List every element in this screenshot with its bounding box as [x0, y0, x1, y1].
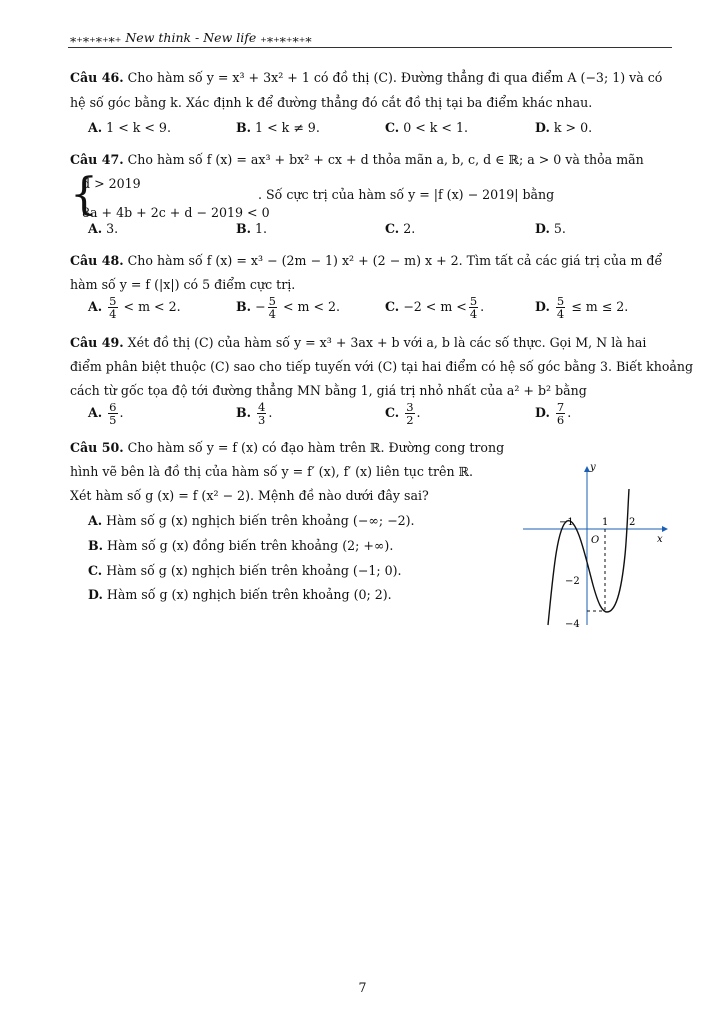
q47-option-d: D. 5.: [535, 221, 566, 236]
q50-text1: Cho hàm số y = f (x) có đạo hàm trên ℝ. Đường cong trong: [127, 440, 505, 455]
header-rule: [68, 47, 672, 48]
q49-option-b: B. $\frac{4}{3}$ .: [236, 400, 273, 427]
x-tick-2: 2: [629, 517, 636, 528]
q49-option-c: C. $\frac{3}{2}$ .: [385, 400, 421, 427]
q48-option-b: B. − $\frac{5}{4}$ < m < 2.: [236, 294, 341, 321]
y-tick-neg4: −4: [565, 619, 580, 630]
q46-option-a: A. 1 < k < 9.: [88, 120, 171, 135]
q50-line2: hình vẽ bên là đồ thị của hàm số y = f′ (x), f′ (x) liên tục trên ℝ.: [70, 464, 474, 479]
page-header: ⁎₊⁎₊⁎₊⁎₊ New think - New life ₊⁎₊⁎₊⁎₊⁎: [70, 30, 312, 45]
q46-text1: Cho hàm số y = x³ + 3x² + 1 có đồ thị (C). Đường thẳng đi qua điểm A (−3; 1) và có: [127, 70, 663, 85]
q46-line2: hệ số góc bằng k. Xác định k để đường thẳng đó cắt đồ thị tại ba điểm khác nhau.: [70, 95, 593, 110]
x-tick-1: 1: [602, 517, 609, 528]
q50-option-c: C. Hàm số g (x) nghịch biến trên khoảng (−1; 0).: [88, 563, 402, 578]
q48-label: Câu 48.: [70, 253, 124, 268]
q49-line1: [70, 335, 646, 351]
origin-label: O: [591, 535, 600, 546]
q47-system-brace: {: [70, 169, 98, 220]
y-axis-label: y: [590, 462, 596, 473]
q47-question-tail: . Số cực trị của hàm số y = |f (x) − 2019| bằng: [258, 187, 555, 202]
x-tick-neg1: −1: [559, 517, 574, 528]
q46-line1: [70, 70, 662, 86]
q48-line2: hàm số y = f (|x|) có 5 điểm cực trị.: [70, 277, 296, 292]
q48-option-d: D. $\frac{5}{4}$ ≤ m ≤ 2.: [535, 294, 629, 321]
derivative-graph: [515, 455, 675, 635]
q46-option-d: D. k > 0.: [535, 120, 593, 135]
q46-option-b: B. 1 < k ≠ 9.: [236, 120, 320, 135]
q47-condition-2: 8a + 4b + 2c + d − 2019 < 0: [82, 205, 270, 220]
y-tick-neg2: −2: [565, 576, 580, 587]
q48-text1: Cho hàm số f (x) = x³ − (2m − 1) x² + (2 − m) x + 2. Tìm tất cả các giá trị của m để: [127, 253, 663, 268]
q50-line1: [70, 440, 504, 456]
q50-option-a: A. Hàm số g (x) nghịch biến trên khoảng (−∞; −2).: [88, 513, 415, 528]
q49-option-a: A. $\frac{6}{5}$ .: [88, 400, 124, 427]
page-number: 7: [358, 980, 367, 995]
q50-option-d: D. Hàm số g (x) nghịch biến trên khoảng (0; 2).: [88, 587, 392, 602]
q49-option-d: D. $\frac{7}{6}$ .: [535, 400, 572, 427]
q46-label: Câu 46.: [70, 70, 124, 85]
q47-text1: Cho hàm số f (x) = ax³ + bx² + cx + d thỏa mãn a, b, c, d ∈ ℝ; a > 0 và thỏa mãn: [127, 152, 644, 167]
q50-label: Câu 50.: [70, 440, 124, 455]
q50-option-b: B. Hàm số g (x) đồng biến trên khoảng (2; +∞).: [88, 538, 394, 553]
q47-line1: [70, 152, 644, 168]
q49-text1: Xét đồ thị (C) của hàm số y = x³ + 3ax + b với a, b là các số thực. Gọi M, N là hai: [127, 335, 647, 350]
q49-line2: điểm phân biệt thuộc (C) sao cho tiếp tuyến với (C) tại hai điểm có hệ số góc bằng 3. Biết khoảng: [70, 359, 694, 374]
q47-condition-1: d > 2019: [82, 176, 141, 191]
derivative-curve: [548, 489, 629, 625]
q49-label: Câu 49.: [70, 335, 124, 350]
x-axis-label: x: [657, 534, 663, 545]
q48-option-c: C. −2 < m < $\frac{5}{4}$ .: [385, 294, 485, 321]
q50-line3: Xét hàm số g (x) = f (x² − 2). Mệnh đề nào dưới đây sai?: [70, 488, 429, 503]
q48-line1: [70, 253, 662, 269]
q49-line3: cách từ gốc tọa độ tới đường thẳng MN bằng 1, giá trị nhỏ nhất của a² + b² bằng: [70, 383, 587, 398]
q46-option-c: C. 0 < k < 1.: [385, 120, 468, 135]
q47-label: Câu 47.: [70, 152, 124, 167]
q47-option-a: A. 3.: [88, 221, 119, 236]
q47-option-b: B. 1.: [236, 221, 268, 236]
q47-option-c: C. 2.: [385, 221, 416, 236]
q48-option-a: A. $\frac{5}{4}$ < m < 2.: [88, 294, 181, 321]
